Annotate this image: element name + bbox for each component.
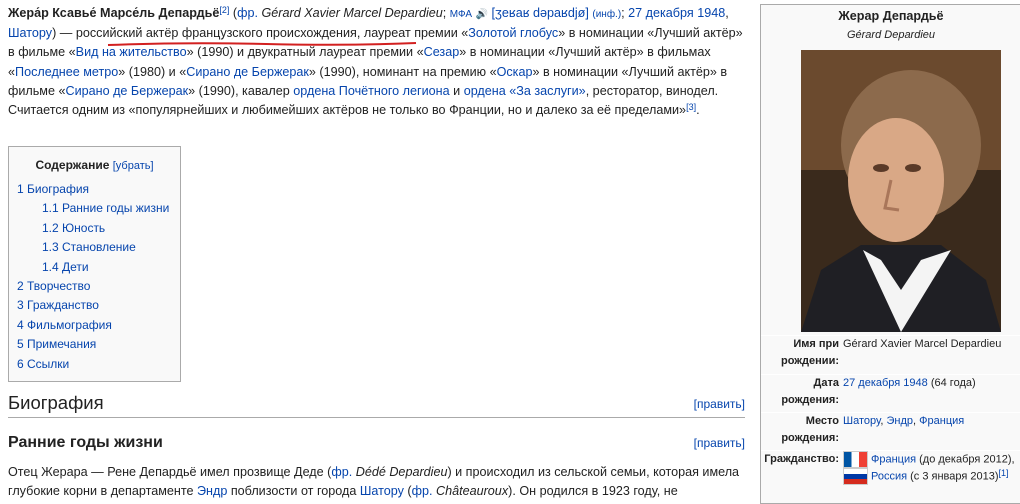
text: , ресторатор, винодел. Считается одним из «популярнейших и любимейших актёров не только во Франции, но и далеко за её пределами» [8, 83, 719, 118]
section-heading-biography [8, 392, 745, 418]
film-link[interactable]: Вид на жительство [75, 45, 187, 60]
text: (с 3 января 2013) [907, 470, 999, 483]
row-value [843, 413, 1019, 430]
merit-order-link[interactable]: ордена «За заслуги» [463, 83, 586, 98]
film-link[interactable]: Сирано де Бержерак [65, 83, 189, 98]
row-label: Место рождения: [781, 415, 839, 444]
section-title: Биография [8, 392, 104, 413]
ref-2-link[interactable]: [2] [219, 5, 230, 15]
toc-link[interactable]: 1.3 Становление [42, 240, 136, 255]
row-label: Гражданство: [764, 453, 839, 465]
text: (до декабря 2012), [916, 453, 1015, 466]
text: » (1980) и « [118, 64, 187, 79]
country-link[interactable]: Франция [871, 453, 917, 466]
toc-item [9, 219, 180, 238]
text: » (1990), кавалер [188, 83, 294, 98]
oscar-link[interactable]: Оскар [496, 64, 533, 79]
french-lang-link[interactable]: фр. [237, 6, 258, 20]
toc-link[interactable]: 6 Ссылки [17, 356, 70, 371]
text: , [880, 415, 887, 427]
audio-icon[interactable]: 🔊 [475, 9, 489, 20]
text: , [913, 415, 920, 427]
body-paragraph [8, 463, 745, 501]
description-highlight: российский актёр французского происхождения [75, 26, 357, 41]
film-link[interactable]: Сирано де Бержерак [186, 64, 309, 79]
infobox-row-birth-place [761, 412, 1020, 449]
row-value: Gérard Xavier Marcel Depardieu [843, 338, 1002, 350]
section-title: Ранние годы жизни [8, 434, 163, 451]
infobox-row-birth-name [761, 335, 1020, 372]
text: ( [229, 6, 238, 20]
french-lang-link[interactable]: фр. [411, 484, 433, 499]
text: ; [442, 6, 450, 20]
text: ( [403, 484, 412, 499]
toc-title [9, 158, 180, 172]
toc-heading: Содержание [35, 158, 110, 172]
toc-item [9, 355, 180, 374]
french-lang-link[interactable]: фр. [331, 465, 353, 479]
toc-link[interactable]: 4 Фильмография [17, 317, 112, 332]
toc-link[interactable]: 1.4 Дети [42, 259, 89, 274]
age-text: (64 года) [927, 377, 976, 389]
text: поблизости от города [227, 484, 360, 499]
text: . [696, 103, 700, 118]
toc-item [9, 258, 180, 277]
article-main [8, 0, 745, 499]
text: » (1990) и двукратный лауреат премии « [186, 45, 424, 60]
ipa-transcription[interactable]: [ʒeʁaʁ dəpaʁdjø] [491, 6, 589, 20]
toc-item [9, 238, 180, 257]
cesar-link[interactable]: Сезар [423, 45, 460, 60]
portrait-image [801, 50, 1001, 332]
portrait-photo[interactable] [801, 50, 1001, 332]
table-of-contents [8, 146, 181, 382]
toc-link[interactable]: 5 Примечания [17, 337, 97, 352]
birth-date-link[interactable]: 27 декабря 1948 [628, 6, 726, 20]
ref-1-link[interactable]: [1] [998, 468, 1009, 479]
toc-link[interactable]: 2 Творчество [17, 279, 91, 294]
birth-date-link[interactable]: 27 декабря 1948 [843, 377, 928, 389]
infobox-original-name: Gérard Depardieu [846, 29, 936, 41]
place-link[interactable]: Эндр [886, 415, 914, 427]
text: ). Он родился в 1923 году, не [508, 484, 678, 499]
place-link[interactable]: Франция [919, 415, 965, 427]
toc-item [9, 277, 180, 296]
ipa-link[interactable]: МФА [449, 9, 473, 20]
toc-item [9, 180, 180, 199]
row-value [843, 451, 1019, 486]
row-label: Дата рождения: [781, 377, 839, 406]
ref-3-link[interactable]: [3] [686, 102, 697, 113]
film-link[interactable]: Последнее метро [15, 64, 119, 79]
chateauroux-link[interactable]: Шатору [359, 484, 404, 499]
french-name: Dédé Depardieu [352, 465, 448, 479]
toc-item [9, 335, 180, 354]
place-link[interactable]: Шатору [843, 415, 881, 427]
toc-link[interactable]: 1 Биография [17, 182, 90, 196]
text: ; [621, 6, 629, 20]
indre-link[interactable]: Эндр [197, 484, 228, 499]
edit-section-link[interactable]: [править] [693, 436, 745, 450]
section-heading-early-years [8, 434, 745, 452]
text: , [725, 6, 729, 20]
country-link[interactable]: Россия [871, 470, 908, 483]
row-value [843, 375, 1019, 392]
text: и [449, 83, 464, 98]
french-name: Gérard Xavier Marcel Depardieu [258, 6, 443, 20]
toc-link[interactable]: 1.2 Юность [42, 220, 106, 235]
text: » в номинации «Лучший актёр» в фильме « [8, 64, 728, 98]
toc-item [9, 296, 180, 315]
infobox-title: Жерар Депардьё [838, 9, 944, 23]
toc-link[interactable]: 3 Гражданство [17, 298, 99, 313]
russia-flag-icon [843, 468, 868, 485]
toc-list [9, 180, 180, 374]
infobox-row-birth-date [761, 374, 1020, 411]
toc-item [9, 316, 180, 335]
text: Отец Жерара — Рене Депардьё имел прозвище Деде ( [8, 465, 332, 479]
row-label: Имя при рождении: [780, 338, 839, 367]
text: ) — [52, 26, 76, 41]
toc-link[interactable]: 1.1 Ранние годы жизни [42, 201, 170, 216]
audio-info-link[interactable]: (инф.) [592, 9, 622, 20]
text: » (1990), номинант на премию « [308, 64, 497, 79]
toc-item [9, 199, 180, 218]
article-subject-name: Жера́р Ксавье́ Марсе́ль Депардьё [8, 6, 220, 20]
toc-hide-toggle[interactable]: [убрать] [112, 160, 154, 172]
edit-section-link[interactable]: [править] [693, 397, 745, 411]
text: , лауреат премии « [356, 26, 469, 41]
text: ) и происходил из сельской семьи, которая имела глубокие корни в департаменте [8, 465, 740, 499]
text: » в номинации «Лучший актёр» в фильме « [8, 26, 743, 60]
infobox [760, 4, 1020, 504]
golden-globe-link[interactable]: Золотой глобус [468, 26, 559, 41]
legion-order-link[interactable]: ордена Почётного легиона [293, 83, 450, 98]
lead-paragraph [8, 4, 745, 120]
french-name: Châteauroux [432, 484, 509, 499]
france-flag-icon [843, 451, 868, 468]
text: » в номинации «Лучший актёр» в фильмах « [8, 45, 711, 79]
birth-place-link[interactable]: Шатору [8, 26, 53, 41]
infobox-row-citizenship [761, 450, 1020, 491]
